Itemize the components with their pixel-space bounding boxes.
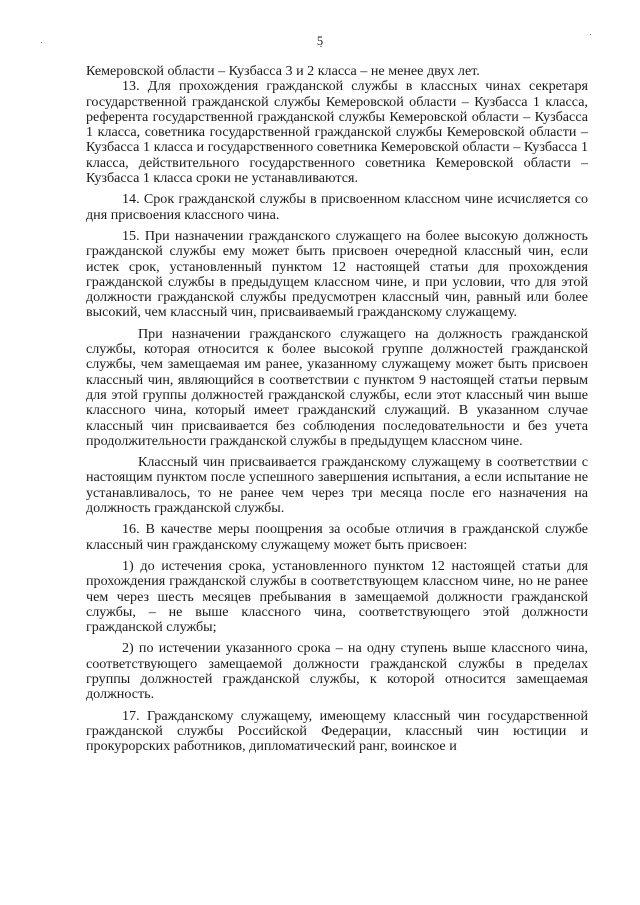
paragraph-17: 17. Гражданскому служащему, имеющему классный чин государственной гражданской службы Российской Федерации, классный чин юстиции и прокурорских работников, дипломатический ранг, воинское и	[86, 707, 588, 755]
paragraph-continuation: Кемеровской области – Кузбасса 3 и 2 класса – не менее двух лет.	[86, 63, 480, 79]
paragraph-16-item-2: 2) по истечении указанного срока – на одну ступень выше классного чина, соответствующего замещаемой должности гражданской службы в пределах группы должностей гражданской службы, к которой относится замещаемая должность.	[86, 640, 588, 703]
paragraph-13: 13. Для прохождения гражданской службы в классных чинах секретаря государственной гражданской службы Кемеровской области – Кузбасса 1 класса, референта государственной гражданской службы Кемеровской области – Кузбасса 1 класса, советника государственной гражданской службы Кемеровской области – Кузбасса 1 класса и государственного советника Кемеровской области – Кузбасса 1 класса, действительного государственного советника Кемеровской области – Кузбасса 1 класса сроки не устанавливаются.	[86, 78, 588, 187]
paragraph-15-part-2: При назначении гражданского служащего на должность гражданской службы, которая относится к более высокой группе должностей гражданской службы, чем замещаемая им ранее, указанному служащему может быть присвоен классный чин, являющийся в соответствии с пунктом 9 настоящей статьи первым для этой группы должностей гражданской службы, если этот классный чин выше классного чина, который имеет гражданский служащий. В указанном случае классный чин присваивается без соблюдения последовательности и без учета продолжительности гражданской службы в предыдущем классном чине.	[86, 325, 588, 449]
paragraph-15-part-3: Классный чин присваивается гражданскому служащему в соответствии с настоящим пунктом после успешного завершения испытания, а если испытание не устанавливалось, то не ранее чем через три месяца после его назначения на должность гражданской службы.	[86, 454, 588, 517]
paragraph-16-item-1: 1) до истечения срока, установленного пунктом 12 настоящей статьи для прохождения гражданской службы в соответствующем классном чине, но не ранее чем через шесть месяцев пребывания в замещаемой должности гражданской службы, – не выше классного чина, соответствующего этой должности гражданской службы;	[86, 557, 588, 636]
document-body	[86, 64, 588, 760]
paragraph-15: 15. При назначении гражданского служащего на более высокую должность гражданской службы ему может быть присвоен очередной классный чин, если истек срок, установленный пунктом 12 настоящей статьи для прохождения гражданской службы в предыдущем классном чине, и при условии, что для этой должности гражданской службы предусмотрен классный чин, равный или более высокий, чем классный чин, присваиваемый гражданскому служащему.	[86, 227, 588, 321]
page-number: 5	[316, 34, 324, 48]
paragraph-14: 14. Срок гражданской службы в присвоенном классном чине исчисляется со дня присвоения классного чина.	[86, 191, 588, 223]
paragraph-16: 16. В качестве меры поощрения за особые отличия в гражданской службе классный чин гражданскому служащему может быть присвоен:	[86, 521, 588, 553]
